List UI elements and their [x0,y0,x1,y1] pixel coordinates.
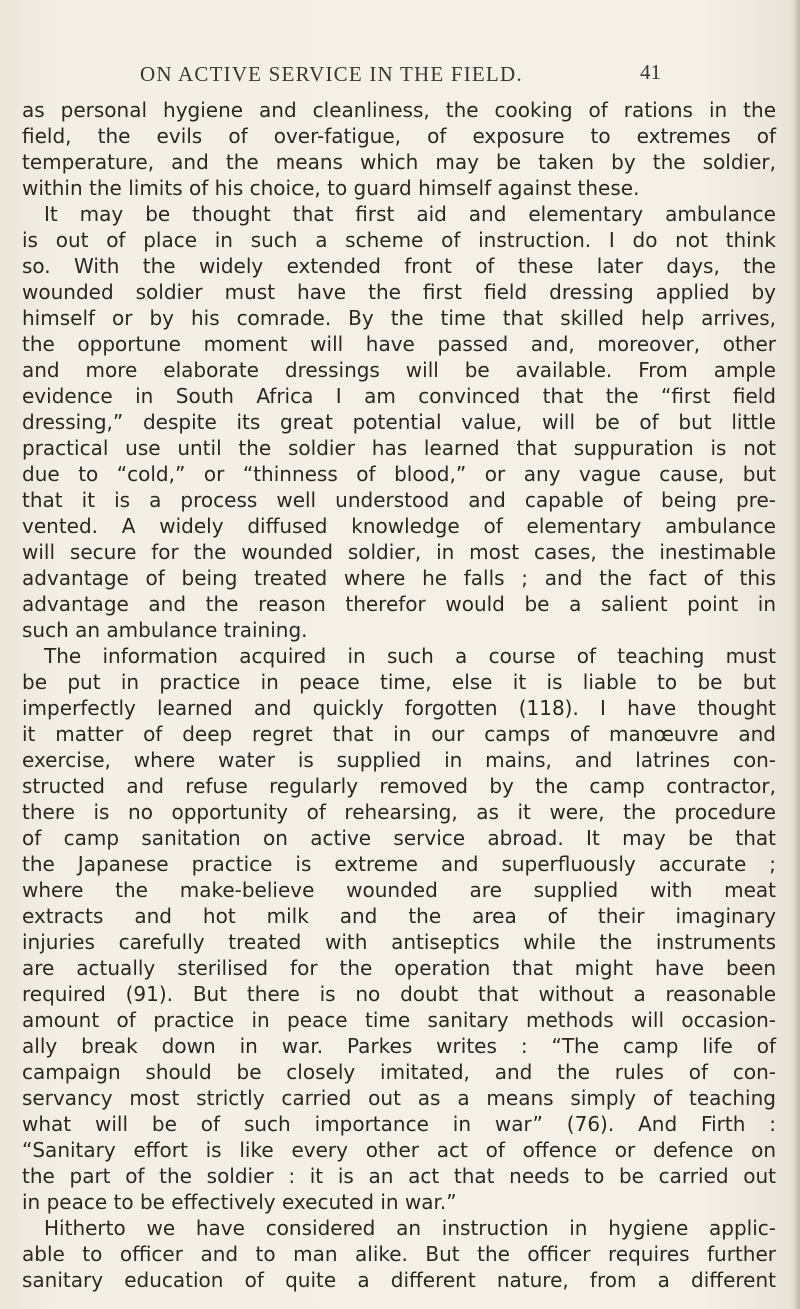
text-line: be put in practice in peace time, else it is liable to be but [22,670,776,694]
text-line: the opportune moment will have passed and, moreover, other [22,332,776,356]
text-line: and more elaborate dressings will be available. From ample [22,358,776,382]
text-line: such an ambulance training. [22,618,308,642]
text-line: sanitary education of quite a different nature, from a different [22,1268,776,1292]
running-head: ON ACTIVE SERVICE IN THE FIELD. [140,62,523,86]
text-line: is out of place in such a scheme of instruction. I do not think [22,228,776,252]
text-line: It may be thought that first aid and elementary ambulance [44,202,776,226]
text-line: structed and refuse regularly removed by the camp contractor, [22,774,776,798]
text-line: of camp sanitation on active service abroad. It may be that [22,826,776,850]
text-line: where the make-believe wounded are supplied with meat [22,878,776,902]
page-number: 41 [640,60,661,84]
text-line: evidence in South Africa I am convinced that the “first field [22,384,776,408]
text-line: it matter of deep regret that in our camps of manœuvre and [22,722,776,746]
text-line: practical use until the soldier has learned that suppuration is not [22,436,776,460]
page-edge-shadow [793,0,800,1309]
text-line: required (91). But there is no doubt that without a reasonable [22,982,776,1006]
text-line: injuries carefully treated with antiseptics while the instruments [22,930,776,954]
text-line: vented. A widely diffused knowledge of elementary ambulance [22,514,776,538]
text-line: imperfectly learned and quickly forgotten (118). I have thought [22,696,776,720]
text-line: ally break down in war. Parkes writes : “The camp life of [22,1034,776,1058]
text-line: servancy most strictly carried out as a means simply of teaching [22,1086,776,1110]
text-line: exercise, where water is supplied in mains, and latrines con- [22,748,776,772]
text-line: as personal hygiene and cleanliness, the cooking of rations in the [22,98,776,122]
text-line: “Sanitary effort is like every other act of offence or defence on [22,1138,776,1162]
text-line: will secure for the wounded soldier, in most cases, the inestimable [22,540,776,564]
text-line: so. With the widely extended front of these later days, the [22,254,776,278]
text-line: what will be of such importance in war” (76). And Firth : [22,1112,776,1136]
text-line: field, the evils of over-fatigue, of exposure to extremes of [22,124,776,148]
text-line: himself or by his comrade. By the time that skilled help arrives, [22,306,776,330]
body-text [22,97,776,1293]
text-line: dressing,” despite its great potential value, will be of but little [22,410,776,434]
text-line: campaign should be closely imitated, and the rules of con- [22,1060,776,1084]
text-line: the part of the soldier : it is an act that needs to be carried out [22,1164,776,1188]
text-line: are actually sterilised for the operation that might have been [22,956,776,980]
text-line: The information acquired in such a course of teaching must [44,644,776,668]
text-line: within the limits of his choice, to guard himself against these. [22,176,640,200]
text-line: the Japanese practice is extreme and superfluously accurate ; [22,852,776,876]
text-line: there is no opportunity of rehearsing, as it were, the procedure [22,800,776,824]
text-line: amount of practice in peace time sanitary methods will occasion- [22,1008,776,1032]
text-line: advantage and the reason therefor would be a salient point in [22,592,776,616]
text-line: in peace to be effectively executed in war.” [22,1190,457,1214]
text-line: able to officer and to man alike. But the officer requires further [22,1242,776,1266]
text-line: wounded soldier must have the first field dressing applied by [22,280,776,304]
text-line: due to “cold,” or “thinness of blood,” or any vague cause, but [22,462,776,486]
text-line: temperature, and the means which may be taken by the soldier, [22,150,776,174]
text-line: advantage of being treated where he falls ; and the fact of this [22,566,776,590]
text-line: Hitherto we have considered an instruction in hygiene applic- [44,1216,776,1240]
text-line: extracts and hot milk and the area of their imaginary [22,904,776,928]
text-line: that it is a process well understood and capable of being pre- [22,488,776,512]
